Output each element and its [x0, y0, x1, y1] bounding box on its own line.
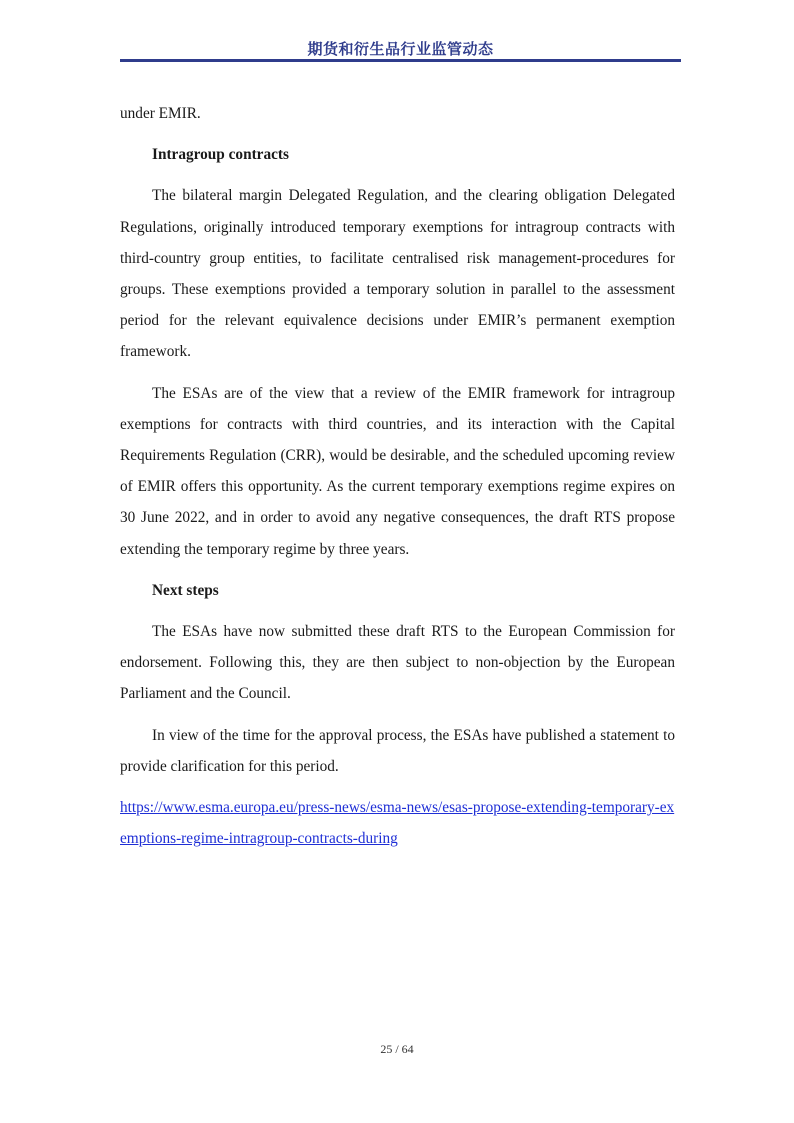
- page-number: 25 / 64: [380, 1042, 414, 1056]
- paragraph-esas-view: The ESAs are of the view that a review of the EMIR framework for intragroup exemptions for contracts with third countries, and its interaction with the Capital Requirements Regulation (CRR), would be desirable, and the scheduled upcoming review of EMIR offers this opportunity. As the current temporary exemptions regime expires on 30 June 2022, and in order to avoid any negative consequences, the draft RTS propose extending the temporary regime by three years.: [120, 384, 675, 558]
- lead-fragment: under EMIR.: [120, 105, 201, 122]
- paragraph-statement: In view of the time for the approval process, the ESAs have published a statement to provide clarification for this period.: [120, 726, 675, 775]
- paragraph-submission: The ESAs have now submitted these draft RTS to the European Commission for endorsement. Following this, they are then subject to non-objection by the European Parliament and the Council.: [120, 623, 675, 703]
- running-header-title: 期货和衍生品行业监管动态: [307, 40, 494, 58]
- header-divider: [120, 59, 681, 62]
- paragraph-temporary-exemptions: The bilateral margin Delegated Regulation, and the clearing obligation Delegated Regulations, originally introduced temporary exemptions for intragroup contracts with third-country group entities, to facilitate centralised risk management-procedures for groups. These exemptions provided a temporary solution in parallel to the assessment period for the relevant equivalence decisions under EMIR’s permanent exemption framework.: [120, 187, 675, 361]
- document-body: [120, 98, 675, 864]
- section-heading-intragroup-contracts: Intragroup contracts: [152, 146, 289, 164]
- section-heading-next-steps: Next steps: [152, 581, 219, 599]
- source-link[interactable]: https://www.esma.europa.eu/press-news/esma-news/esas-propose-extending-temporary-exemptions-regime-intragroup-contracts-during: [120, 799, 675, 848]
- source-link-paragraph: [120, 792, 675, 854]
